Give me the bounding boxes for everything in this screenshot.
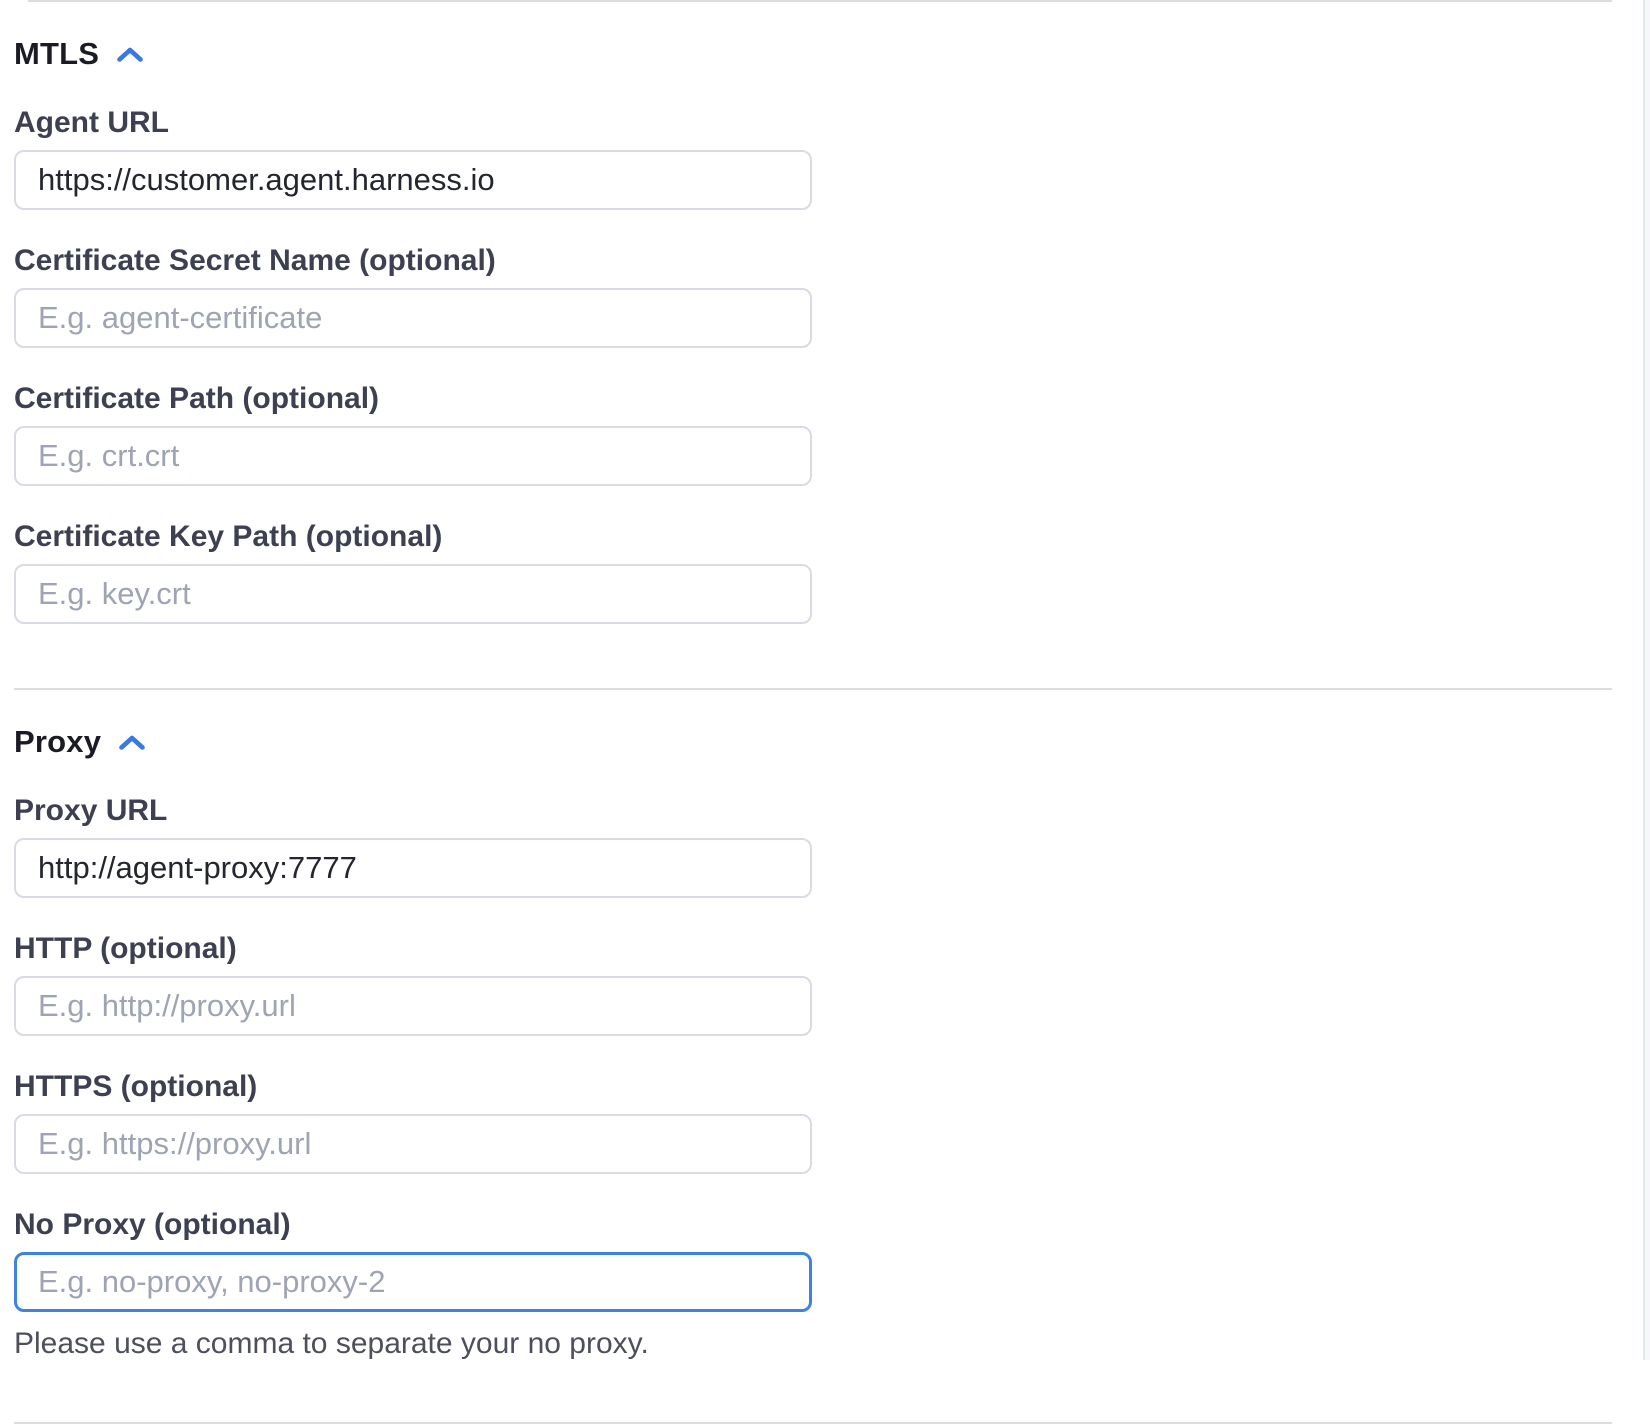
- section-divider: [14, 688, 1612, 690]
- form-field: [14, 518, 1612, 624]
- certificate-key-path-input[interactable]: [14, 564, 812, 624]
- field-label: HTTP (optional): [14, 932, 237, 965]
- section-title: MTLS: [14, 36, 100, 71]
- field-label: No Proxy (optional): [14, 1208, 291, 1241]
- form-field: [14, 1068, 1612, 1174]
- field-label: Certificate Secret Name (optional): [14, 244, 496, 277]
- field-label: Certificate Key Path (optional): [14, 520, 443, 553]
- form-field: [14, 792, 1612, 898]
- chevron-up-icon[interactable]: [115, 43, 145, 67]
- chevron-up-icon[interactable]: [117, 731, 147, 755]
- form-field: [14, 930, 1612, 1036]
- https-proxy-input[interactable]: [14, 1114, 812, 1174]
- field-helper-text: Please use a comma to separate your no proxy.: [14, 1327, 649, 1360]
- form-content: [14, 0, 1612, 1424]
- form-field: [14, 104, 1612, 210]
- section-header-mtls[interactable]: [14, 34, 145, 74]
- field-label: HTTPS (optional): [14, 1070, 258, 1103]
- section-mtls: [14, 34, 1612, 688]
- section-title: Proxy: [14, 724, 102, 759]
- form-field: [14, 380, 1612, 486]
- panel-right-border: [1643, 0, 1650, 1360]
- certificate-path-input[interactable]: [14, 426, 812, 486]
- field-label: Proxy URL: [14, 794, 168, 827]
- agent-url-input[interactable]: [14, 150, 812, 210]
- certificate-secret-name-input[interactable]: [14, 288, 812, 348]
- form-field: [14, 1206, 1612, 1362]
- field-label: Certificate Path (optional): [14, 382, 380, 415]
- field-label: Agent URL: [14, 106, 169, 139]
- form-field: [14, 242, 1612, 348]
- section-divider-top: [28, 0, 1612, 2]
- proxy-url-input[interactable]: [14, 838, 812, 898]
- http-proxy-input[interactable]: [14, 976, 812, 1036]
- no-proxy-input[interactable]: [14, 1252, 812, 1312]
- section-proxy: [14, 722, 1612, 1422]
- section-header-proxy[interactable]: [14, 722, 147, 762]
